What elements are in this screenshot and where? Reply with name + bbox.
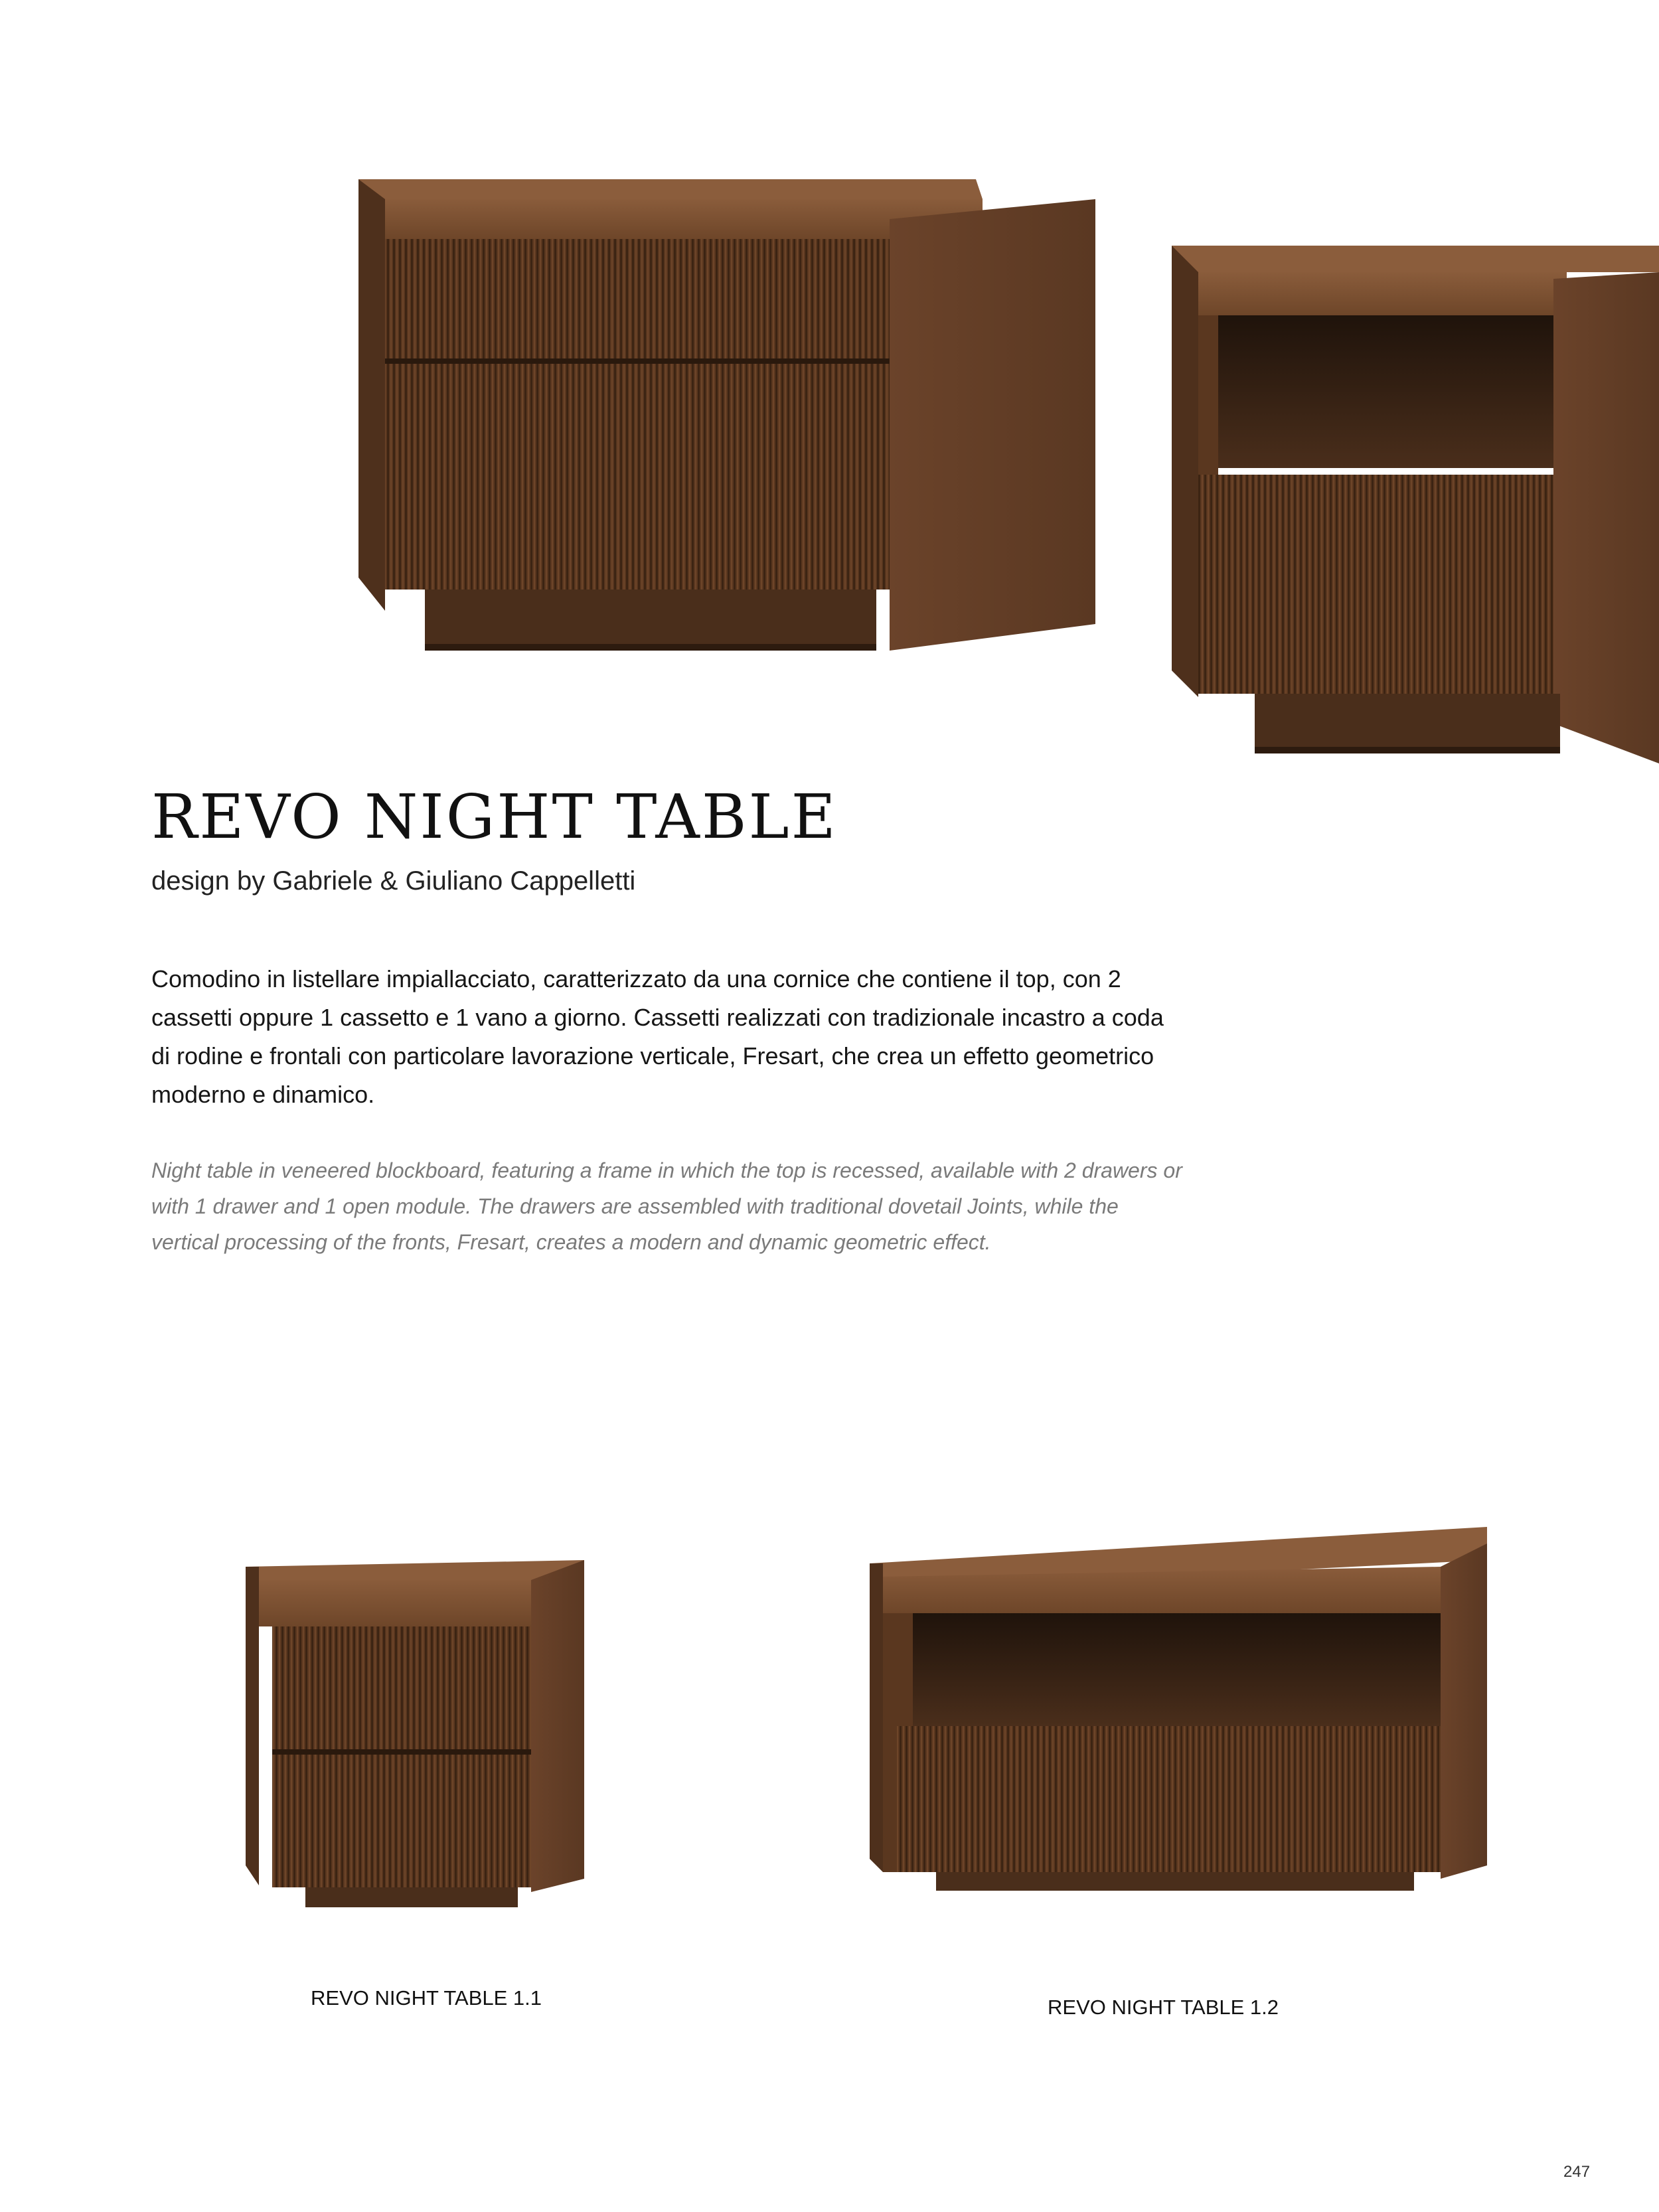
page-number: 247 <box>1563 2163 1591 2181</box>
variant-1-2-image <box>870 1527 1494 1892</box>
description-english: Night table in veneered blockboard, featuring a frame in which the top is recessed, available with 2 drawers or with 1 drawer and 1 open module. The drawers are assembled with traditional dovetail Joints, while the vertical processing of the fronts, Fresart, creates a modern and dynamic geometric effect. <box>151 1158 1182 1254</box>
hero-night-table-two-drawers-image <box>345 153 1109 677</box>
variant-1-2-caption: REVO NIGHT TABLE 1.2 <box>1048 1996 1279 2019</box>
variant-1-1-caption: REVO NIGHT TABLE 1.1 <box>311 1986 542 2010</box>
hero-night-table-open-module-image <box>1168 219 1659 777</box>
variant-1-1-image <box>246 1540 591 1912</box>
designer-credit: design by Gabriele & Giuliano Cappelletti <box>151 866 636 896</box>
page-title: REVO NIGHT TABLE <box>151 781 838 852</box>
description-italian: Comodino in listellare impiallacciato, caratterizzato da una cornice che contiene il top, con 2 cassetti oppure 1 cassetto e 1 vano a giorno. Cassetti realizzati con tradizionale incastro a coda di rodine e frontali con particolare lavorazione verticale, Fresart, che crea un effetto geometrico moderno e dinamico. <box>151 965 1164 1108</box>
